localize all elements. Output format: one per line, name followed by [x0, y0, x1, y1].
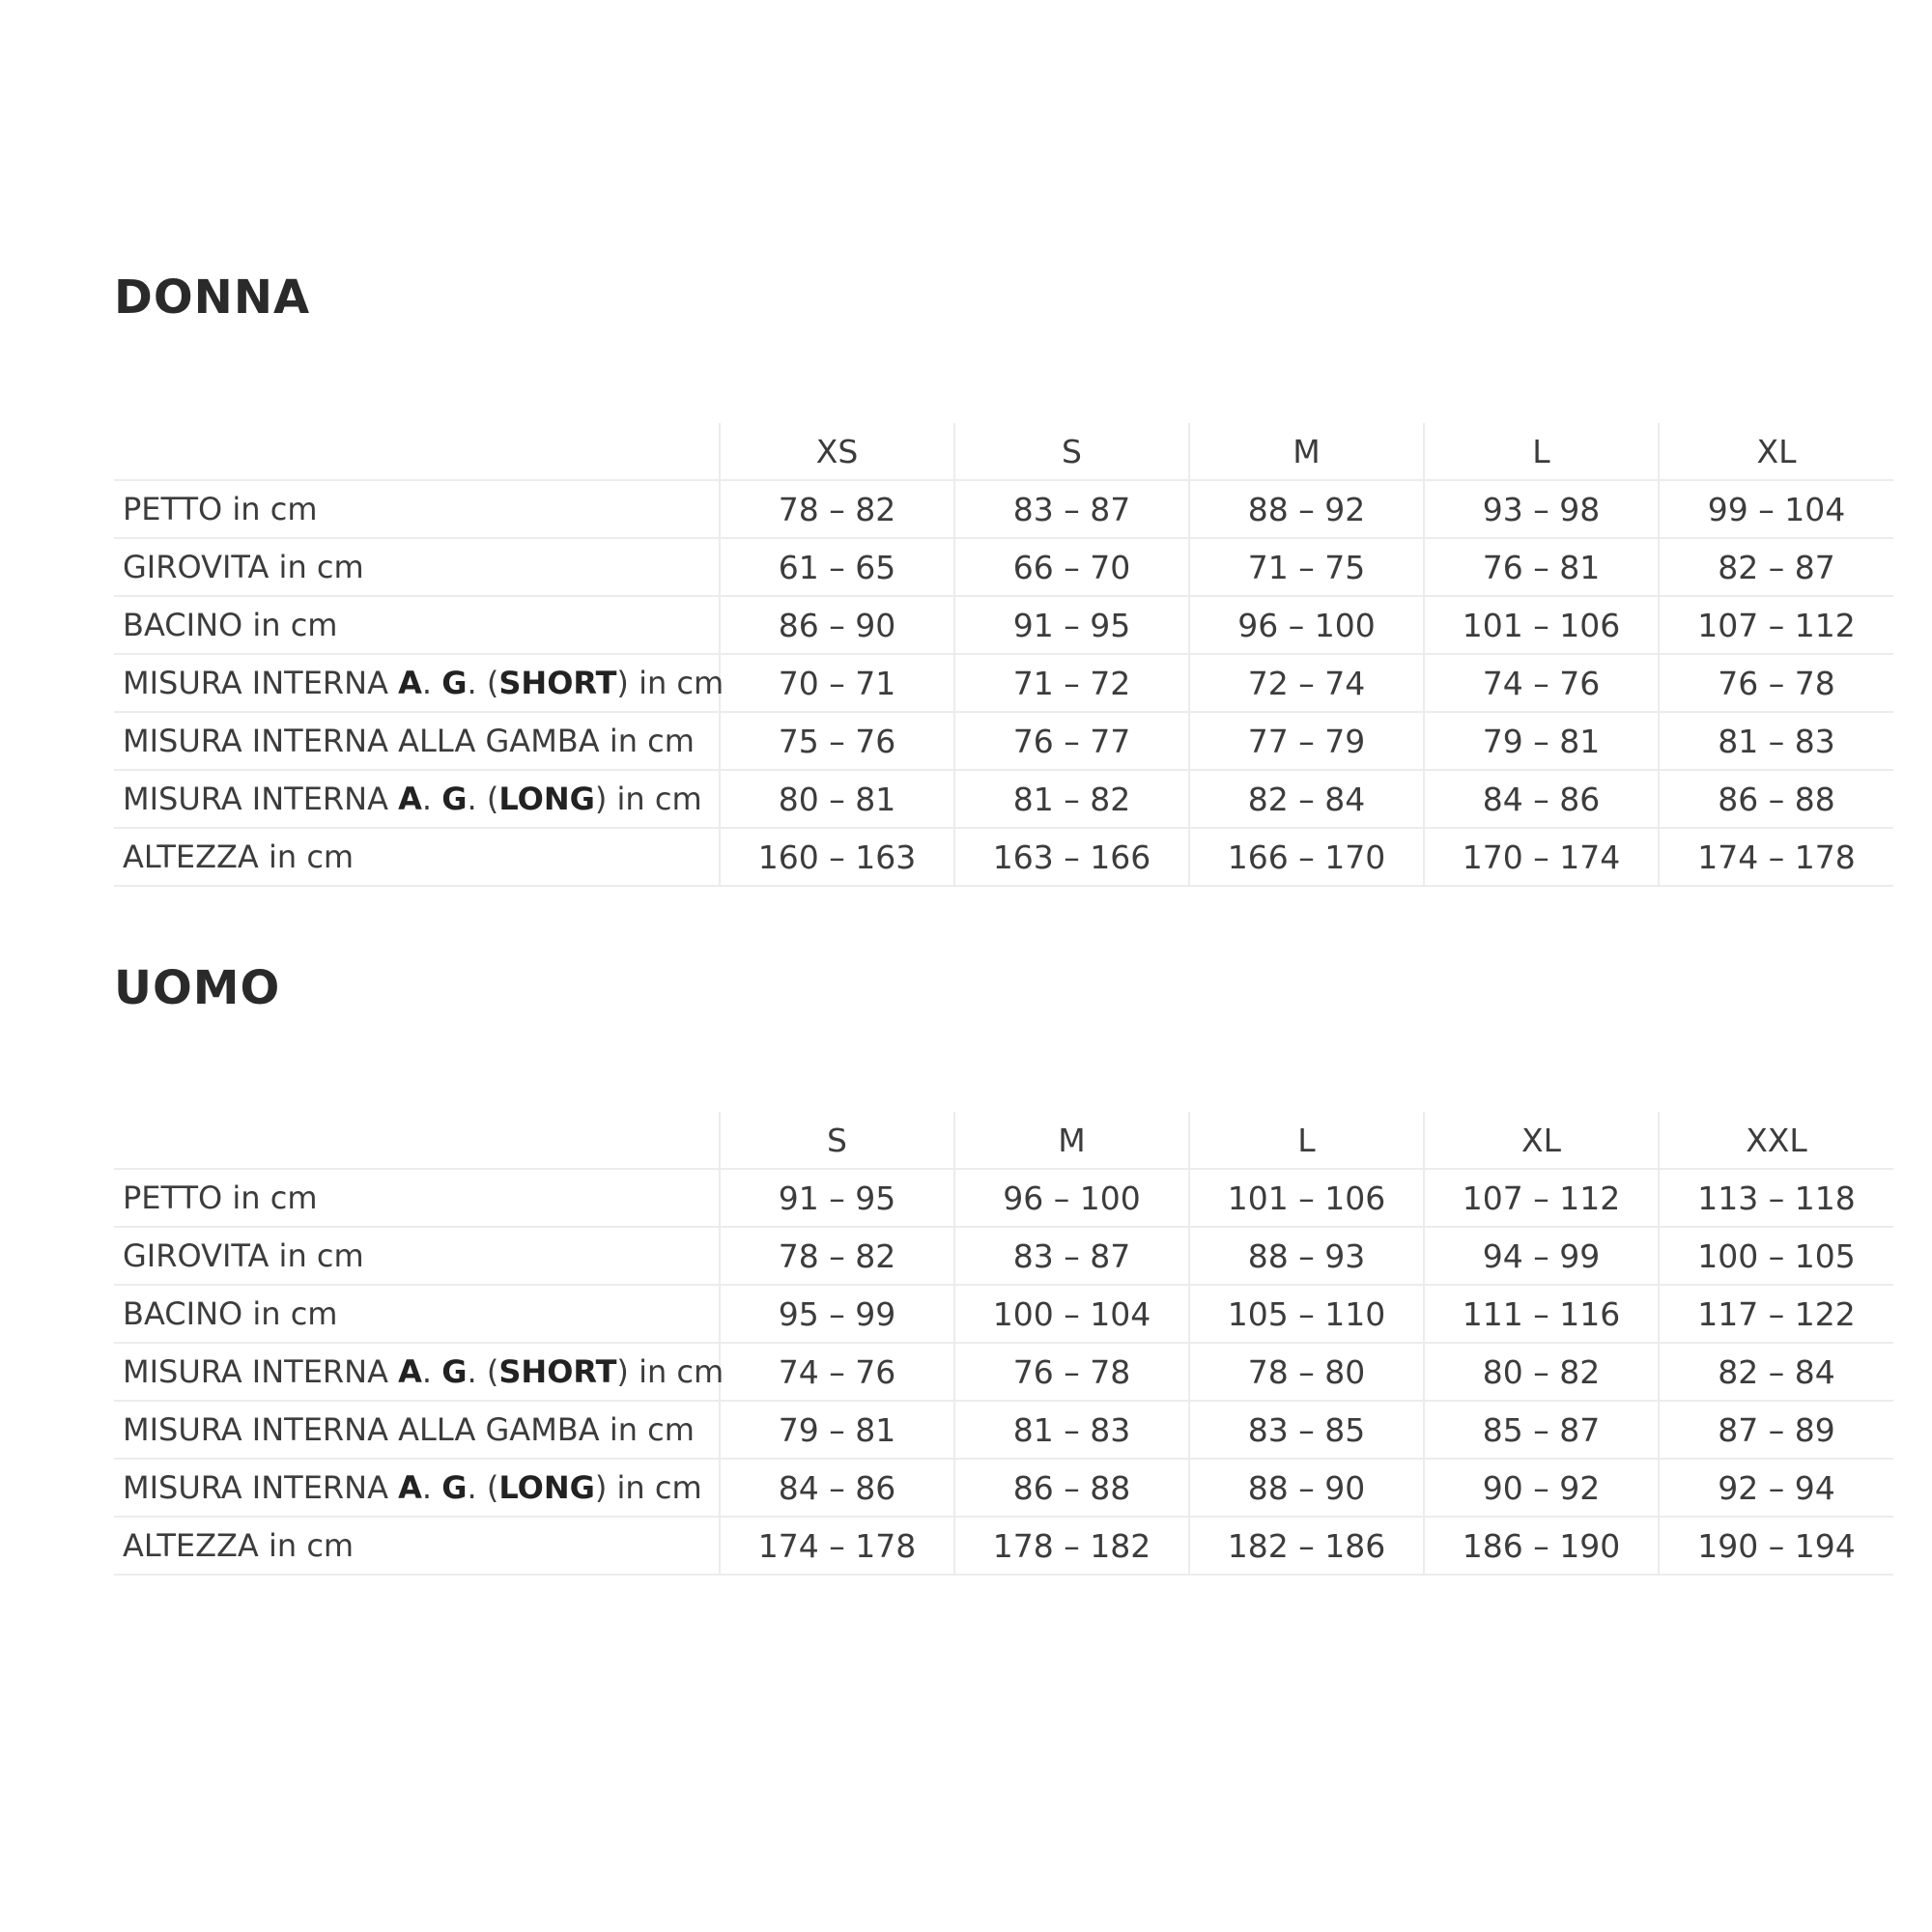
measurement-cell: 166 – 170: [1189, 828, 1424, 886]
label-part: MISURA INTERNA ALLA GAMBA in cm: [123, 723, 695, 759]
label-part: PETTO in cm: [123, 1179, 318, 1216]
row-label: [114, 538, 720, 596]
measurement-cell: 78 – 82: [720, 480, 954, 538]
size-header: L: [1189, 1112, 1424, 1169]
label-part: GIROVITA in cm: [123, 549, 364, 585]
label-part: MISURA INTERNA: [123, 665, 399, 701]
row-label: [114, 1459, 720, 1517]
label-part: MISURA INTERNA: [123, 1353, 399, 1390]
label-part: G: [441, 665, 468, 701]
measurement-cell: 74 – 76: [1424, 654, 1659, 712]
label-part: ) in cm: [594, 1469, 702, 1506]
label-part: PETTO in cm: [123, 491, 318, 527]
table-row: [114, 1227, 1893, 1285]
size-header: M: [1189, 423, 1424, 480]
row-label: [114, 1169, 720, 1227]
header-row: [114, 423, 1893, 480]
measurement-cell: 90 – 92: [1424, 1459, 1659, 1517]
measurement-cell: 76 – 78: [954, 1343, 1189, 1401]
measurement-cell: 81 – 83: [954, 1401, 1189, 1459]
label-part: MISURA INTERNA: [123, 1469, 399, 1506]
row-label: [114, 828, 720, 886]
size-table: [114, 423, 1893, 887]
label-part: G: [441, 1469, 468, 1506]
measurement-cell: 163 – 166: [954, 828, 1189, 886]
measurement-cell: 91 – 95: [720, 1169, 954, 1227]
measurement-cell: 86 – 90: [720, 596, 954, 654]
measurement-cell: 178 – 182: [954, 1517, 1189, 1575]
table-row: [114, 1285, 1893, 1343]
measurement-cell: 78 – 82: [720, 1227, 954, 1285]
measurement-cell: 93 – 98: [1424, 480, 1659, 538]
row-label: [114, 654, 724, 712]
label-part: . (: [467, 781, 499, 817]
measurement-cell: 82 – 87: [1659, 538, 1893, 596]
table-row: [114, 1343, 1893, 1401]
size-table: [114, 1112, 1893, 1576]
size-header: S: [954, 423, 1189, 480]
measurement-cell: 117 – 122: [1659, 1285, 1893, 1343]
measurement-cell: 88 – 93: [1189, 1227, 1424, 1285]
measurement-cell: 76 – 78: [1659, 654, 1893, 712]
measurement-cell: 74 – 76: [720, 1343, 954, 1401]
row-label: [114, 712, 720, 770]
measurement-cell: 174 – 178: [1659, 828, 1893, 886]
measurement-cell: 160 – 163: [720, 828, 954, 886]
measurement-cell: 95 – 99: [720, 1285, 954, 1343]
measurement-cell: 174 – 178: [720, 1517, 954, 1575]
label-part: A: [398, 1353, 422, 1390]
measurement-cell: 83 – 87: [954, 480, 1189, 538]
row-label: [114, 1401, 720, 1459]
measurement-cell: 82 – 84: [1659, 1343, 1893, 1401]
table-row: [114, 538, 1893, 596]
measurement-cell: 83 – 85: [1189, 1401, 1424, 1459]
measurement-cell: 96 – 100: [954, 1169, 1189, 1227]
measurement-cell: 84 – 86: [1424, 770, 1659, 828]
label-part: SHORT: [498, 665, 617, 701]
row-label: [114, 770, 720, 828]
table-row: [114, 596, 1893, 654]
measurement-cell: 70 – 71: [720, 654, 954, 712]
label-part: ) in cm: [616, 665, 724, 701]
row-label: [114, 1227, 720, 1285]
label-part: . (: [467, 1469, 499, 1506]
measurement-cell: 72 – 74: [1189, 654, 1424, 712]
measurement-cell: 87 – 89: [1659, 1401, 1893, 1459]
measurement-cell: 79 – 81: [1424, 712, 1659, 770]
row-label: [114, 1343, 724, 1401]
section-title: UOMO: [114, 961, 281, 1015]
table-row: [114, 480, 1893, 538]
measurement-cell: 96 – 100: [1189, 596, 1424, 654]
label-part: .: [421, 1469, 442, 1506]
label-part: .: [421, 781, 442, 817]
measurement-cell: 107 – 112: [1424, 1169, 1659, 1227]
table-row: [114, 1401, 1893, 1459]
table-row: [114, 1517, 1893, 1575]
measurement-cell: 94 – 99: [1424, 1227, 1659, 1285]
row-label: [114, 596, 720, 654]
size-header: XL: [1659, 423, 1893, 480]
label-part: G: [441, 1353, 468, 1390]
measurement-cell: 80 – 82: [1424, 1343, 1659, 1401]
measurement-cell: 71 – 75: [1189, 538, 1424, 596]
measurement-cell: 186 – 190: [1424, 1517, 1659, 1575]
label-part: BACINO in cm: [123, 1295, 338, 1332]
measurement-cell: 190 – 194: [1659, 1517, 1893, 1575]
measurement-cell: 113 – 118: [1659, 1169, 1893, 1227]
label-part: LONG: [498, 781, 595, 817]
label-part: . (: [467, 665, 499, 701]
label-part: MISURA INTERNA ALLA GAMBA in cm: [123, 1411, 695, 1448]
section-title: DONNA: [114, 270, 311, 325]
measurement-cell: 86 – 88: [954, 1459, 1189, 1517]
label-part: GIROVITA in cm: [123, 1237, 364, 1274]
size-header: M: [954, 1112, 1189, 1169]
table-row: [114, 712, 1893, 770]
measurement-cell: 85 – 87: [1424, 1401, 1659, 1459]
size-header: XL: [1424, 1112, 1659, 1169]
label-part: ) in cm: [616, 1353, 724, 1390]
measurement-cell: 99 – 104: [1659, 480, 1893, 538]
row-label: [114, 1517, 720, 1575]
measurement-cell: 83 – 87: [954, 1227, 1189, 1285]
label-part: .: [421, 1353, 442, 1390]
measurement-cell: 105 – 110: [1189, 1285, 1424, 1343]
table-row: [114, 654, 1893, 712]
size-header: S: [720, 1112, 954, 1169]
measurement-cell: 84 – 86: [720, 1459, 954, 1517]
corner-cell: [114, 423, 720, 480]
measurement-cell: 100 – 104: [954, 1285, 1189, 1343]
measurement-cell: 91 – 95: [954, 596, 1189, 654]
measurement-cell: 88 – 90: [1189, 1459, 1424, 1517]
row-label: [114, 1285, 720, 1343]
label-part: SHORT: [498, 1353, 617, 1390]
table-row: [114, 1459, 1893, 1517]
measurement-cell: 82 – 84: [1189, 770, 1424, 828]
measurement-cell: 76 – 81: [1424, 538, 1659, 596]
label-part: A: [398, 665, 422, 701]
row-label: [114, 480, 720, 538]
measurement-cell: 66 – 70: [954, 538, 1189, 596]
size-header: XXL: [1659, 1112, 1893, 1169]
measurement-cell: 80 – 81: [720, 770, 954, 828]
measurement-cell: 111 – 116: [1424, 1285, 1659, 1343]
label-part: BACINO in cm: [123, 607, 338, 643]
measurement-cell: 76 – 77: [954, 712, 1189, 770]
measurement-cell: 81 – 82: [954, 770, 1189, 828]
size-header: XS: [720, 423, 954, 480]
table-row: [114, 828, 1893, 886]
label-part: ) in cm: [594, 781, 702, 817]
table-row: [114, 770, 1893, 828]
label-part: G: [441, 781, 468, 817]
measurement-cell: 107 – 112: [1659, 596, 1893, 654]
measurement-cell: 71 – 72: [954, 654, 1189, 712]
measurement-cell: 182 – 186: [1189, 1517, 1424, 1575]
corner-cell: [114, 1112, 720, 1169]
size-header: L: [1424, 423, 1659, 480]
measurement-cell: 78 – 80: [1189, 1343, 1424, 1401]
table-row: [114, 1169, 1893, 1227]
label-part: LONG: [498, 1469, 595, 1506]
measurement-cell: 86 – 88: [1659, 770, 1893, 828]
label-part: A: [398, 1469, 422, 1506]
measurement-cell: 92 – 94: [1659, 1459, 1893, 1517]
measurement-cell: 88 – 92: [1189, 480, 1424, 538]
label-part: ALTEZZA in cm: [123, 1527, 355, 1564]
measurement-cell: 79 – 81: [720, 1401, 954, 1459]
measurement-cell: 77 – 79: [1189, 712, 1424, 770]
label-part: MISURA INTERNA: [123, 781, 399, 817]
label-part: A: [398, 781, 422, 817]
label-part: ALTEZZA in cm: [123, 838, 355, 875]
label-part: .: [421, 665, 442, 701]
measurement-cell: 101 – 106: [1189, 1169, 1424, 1227]
label-part: . (: [467, 1353, 499, 1390]
measurement-cell: 100 – 105: [1659, 1227, 1893, 1285]
measurement-cell: 170 – 174: [1424, 828, 1659, 886]
measurement-cell: 75 – 76: [720, 712, 954, 770]
measurement-cell: 61 – 65: [720, 538, 954, 596]
measurement-cell: 101 – 106: [1424, 596, 1659, 654]
header-row: [114, 1112, 1893, 1169]
measurement-cell: 81 – 83: [1659, 712, 1893, 770]
